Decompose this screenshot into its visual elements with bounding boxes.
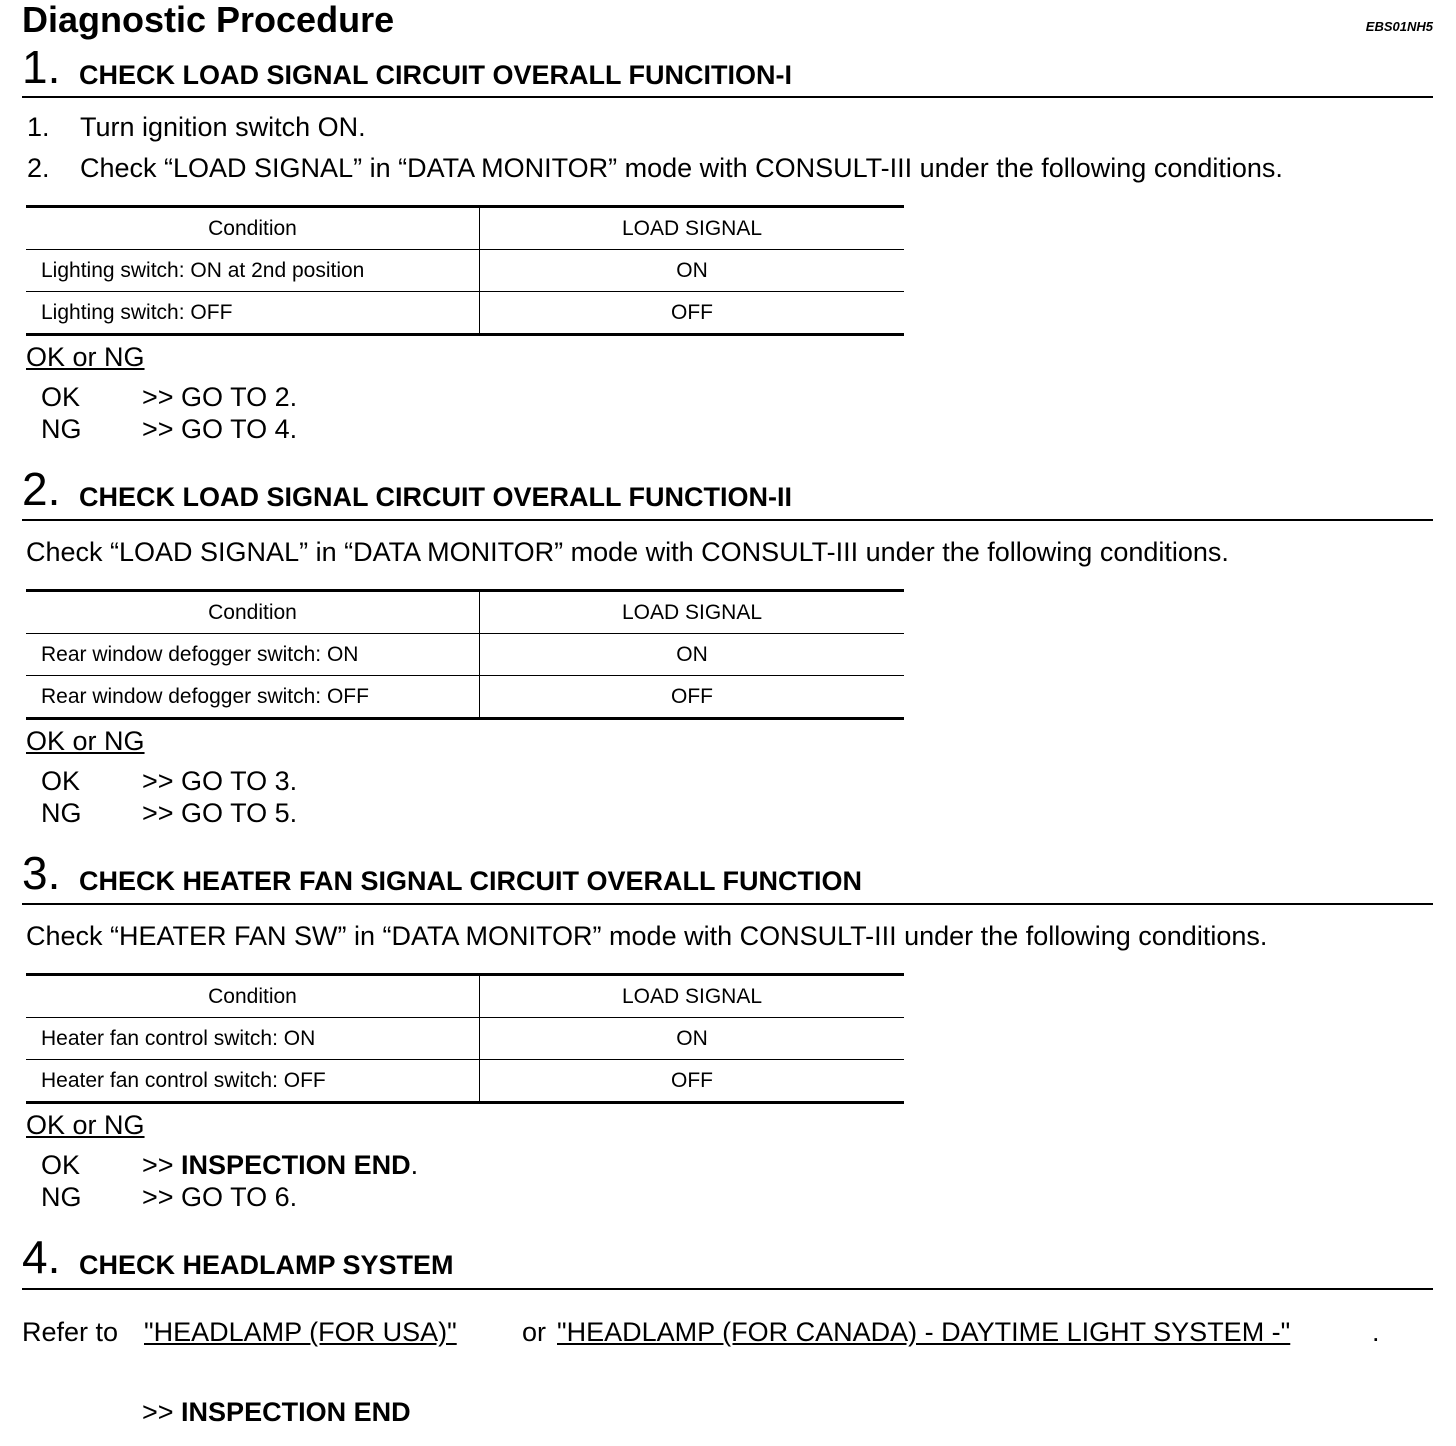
column-header: Condition xyxy=(26,207,480,250)
page-title: Diagnostic Procedure xyxy=(22,0,395,40)
step-title: CHECK HEATER FAN SIGNAL CIRCUIT OVERALL FUNCTION xyxy=(79,866,863,896)
result-key: OK xyxy=(41,766,81,796)
result-key: NG xyxy=(41,798,82,828)
step-instruction: Check “HEATER FAN SW” in “DATA MONITOR” mode with CONSULT-III under the following conditions. xyxy=(26,921,1268,951)
result-action[interactable] xyxy=(142,1181,297,1213)
document-code: EBS01NH5 xyxy=(1365,19,1433,34)
column-header: Condition xyxy=(26,975,480,1018)
result-key: NG xyxy=(41,1182,82,1212)
table-header-row xyxy=(26,591,904,634)
ok-or-ng-label: OK or NG xyxy=(26,1110,145,1140)
result-period: . xyxy=(410,1150,419,1180)
instruction-text: Turn ignition switch ON. xyxy=(80,112,366,142)
result-key: OK xyxy=(41,382,81,412)
step-title: CHECK LOAD SIGNAL CIRCUIT OVERALL FUNCITION-I xyxy=(79,60,792,90)
table-cell: Heater fan control switch: OFF xyxy=(26,1060,480,1103)
table-cell: OFF xyxy=(671,300,713,324)
table-cell: ON xyxy=(480,250,905,292)
result-action xyxy=(142,1149,418,1181)
result-target: INSPECTION END xyxy=(181,1397,411,1427)
table-cell: Lighting switch: OFF xyxy=(26,292,480,335)
or-label: or xyxy=(522,1317,547,1347)
result-key: NG xyxy=(41,414,82,444)
result-target[interactable]: GO TO 5. xyxy=(181,798,298,828)
step-title: CHECK HEADLAMP SYSTEM xyxy=(79,1250,454,1280)
result-target[interactable]: GO TO 3. xyxy=(181,766,298,796)
step-number: 1. xyxy=(22,41,61,93)
condition-table xyxy=(26,205,904,336)
refer-to-label: Refer to xyxy=(22,1317,119,1347)
table-header-row xyxy=(26,975,904,1018)
table-cell: ON xyxy=(480,634,905,676)
instruction-number: 2. xyxy=(27,153,50,183)
section-divider xyxy=(22,903,1433,905)
table-row xyxy=(26,1018,904,1060)
instruction-number: 1. xyxy=(27,112,50,142)
table-cell: Lighting switch: ON at 2nd position xyxy=(26,250,480,292)
step-instruction: Check “LOAD SIGNAL” in “DATA MONITOR” mode with CONSULT-III under the following conditions. xyxy=(26,537,1229,567)
headlamp-canada-link[interactable]: "HEADLAMP (FOR CANADA) - DAYTIME LIGHT SYSTEM -" xyxy=(557,1317,1291,1347)
table-row xyxy=(26,634,904,676)
final-result xyxy=(142,1396,411,1428)
table-cell: OFF xyxy=(671,684,713,708)
instruction-text: Check “LOAD SIGNAL” in “DATA MONITOR” mode with CONSULT-III under the following conditions. xyxy=(80,153,1283,183)
result-action[interactable] xyxy=(142,765,297,797)
result-target[interactable]: GO TO 4. xyxy=(181,414,298,444)
column-header: Condition xyxy=(26,591,480,634)
result-arrow: >> xyxy=(142,1150,182,1180)
result-arrow: >> xyxy=(142,414,182,444)
result-target[interactable]: GO TO 6. xyxy=(181,1182,298,1212)
condition-table xyxy=(26,589,904,720)
column-header: LOAD SIGNAL xyxy=(480,591,905,634)
table-cell: ON xyxy=(480,1018,905,1060)
ok-or-ng-label: OK or NG xyxy=(26,726,145,756)
condition-table xyxy=(26,973,904,1104)
step-number: 3. xyxy=(22,847,61,899)
section-divider xyxy=(22,96,1433,98)
step-number: 2. xyxy=(22,463,61,515)
result-target[interactable]: GO TO 2. xyxy=(181,382,298,412)
result-action[interactable] xyxy=(142,381,297,413)
result-arrow: >> xyxy=(142,1182,182,1212)
ok-or-ng-label: OK or NG xyxy=(26,342,145,372)
end-period: . xyxy=(1372,1317,1380,1347)
headlamp-usa-link[interactable]: "HEADLAMP (FOR USA)" xyxy=(144,1317,457,1347)
result-arrow: >> xyxy=(142,1397,182,1427)
table-cell: OFF xyxy=(671,1068,713,1092)
table-cell: Rear window defogger switch: OFF xyxy=(26,676,480,719)
column-header: LOAD SIGNAL xyxy=(480,207,905,250)
result-target: INSPECTION END xyxy=(181,1150,411,1180)
column-header: LOAD SIGNAL xyxy=(480,975,905,1018)
result-key: OK xyxy=(41,1150,81,1180)
result-arrow: >> xyxy=(142,382,182,412)
step-title: CHECK LOAD SIGNAL CIRCUIT OVERALL FUNCTION-II xyxy=(79,482,792,512)
table-row xyxy=(26,676,904,719)
result-action[interactable] xyxy=(142,413,297,445)
table-row xyxy=(26,250,904,292)
section-divider xyxy=(22,519,1433,521)
table-cell: Heater fan control switch: ON xyxy=(26,1018,480,1060)
table-cell: Rear window defogger switch: ON xyxy=(26,634,480,676)
step-number: 4. xyxy=(22,1231,61,1283)
table-row xyxy=(26,1060,904,1103)
section-divider xyxy=(22,1288,1433,1290)
result-arrow: >> xyxy=(142,766,182,796)
result-arrow: >> xyxy=(142,798,182,828)
table-header-row xyxy=(26,207,904,250)
result-action[interactable] xyxy=(142,797,297,829)
table-row xyxy=(26,292,904,335)
